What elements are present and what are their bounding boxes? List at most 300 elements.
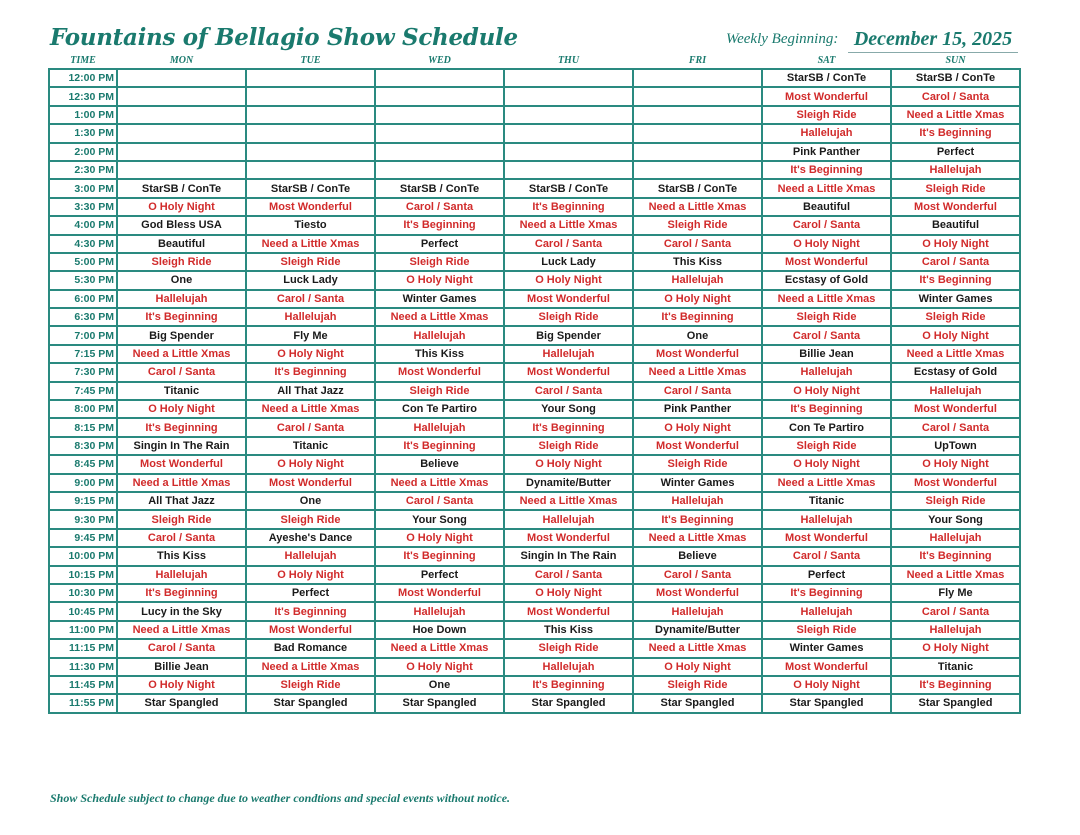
show-cell-wed: O Holy Night xyxy=(375,271,504,289)
show-cell-tue xyxy=(246,124,375,142)
time-cell: 4:00 PM xyxy=(49,216,117,234)
show-cell-tue: All That Jazz xyxy=(246,382,375,400)
show-cell-thu: Most Wonderful xyxy=(504,602,633,620)
show-cell-mon xyxy=(117,124,246,142)
show-cell-wed: It's Beginning xyxy=(375,437,504,455)
table-row xyxy=(49,106,1020,124)
show-cell-fri xyxy=(633,87,762,105)
time-cell: 8:30 PM xyxy=(49,437,117,455)
show-cell-mon: Star Spangled xyxy=(117,694,246,712)
time-cell: 10:15 PM xyxy=(49,566,117,584)
show-cell-fri: Need a Little Xmas xyxy=(633,529,762,547)
table-row xyxy=(49,474,1020,492)
show-cell-sun: Most Wonderful xyxy=(891,198,1020,216)
show-cell-mon: Big Spender xyxy=(117,326,246,344)
show-cell-fri: Most Wonderful xyxy=(633,437,762,455)
show-cell-sun: Carol / Santa xyxy=(891,253,1020,271)
show-cell-mon: Hallelujah xyxy=(117,290,246,308)
show-cell-mon: All That Jazz xyxy=(117,492,246,510)
show-cell-tue: StarSB / ConTe xyxy=(246,179,375,197)
show-cell-fri: Winter Games xyxy=(633,474,762,492)
weekly-beginning-date: December 15, 2025 xyxy=(848,28,1018,53)
show-cell-tue: Most Wonderful xyxy=(246,474,375,492)
show-cell-thu xyxy=(504,87,633,105)
show-cell-mon: It's Beginning xyxy=(117,584,246,602)
show-cell-tue xyxy=(246,106,375,124)
show-cell-mon: O Holy Night xyxy=(117,676,246,694)
column-header-mon: MON xyxy=(169,55,194,66)
time-cell: 7:00 PM xyxy=(49,326,117,344)
show-cell-wed xyxy=(375,69,504,87)
show-cell-mon: One xyxy=(117,271,246,289)
show-cell-mon: Need a Little Xmas xyxy=(117,345,246,363)
show-cell-wed: O Holy Night xyxy=(375,529,504,547)
table-row xyxy=(49,87,1020,105)
show-cell-thu xyxy=(504,106,633,124)
table-row xyxy=(49,161,1020,179)
show-cell-wed: It's Beginning xyxy=(375,216,504,234)
show-cell-sat: It's Beginning xyxy=(762,584,891,602)
time-cell: 5:00 PM xyxy=(49,253,117,271)
table-row xyxy=(49,69,1020,87)
show-cell-wed: Most Wonderful xyxy=(375,363,504,381)
show-cell-sun: Your Song xyxy=(891,510,1020,528)
show-cell-thu: Most Wonderful xyxy=(504,529,633,547)
show-cell-thu: It's Beginning xyxy=(504,418,633,436)
table-row xyxy=(49,658,1020,676)
show-cell-mon: God Bless USA xyxy=(117,216,246,234)
footer-note: Show Schedule subject to change due to weather condtions and special events without notice. xyxy=(50,791,511,805)
show-cell-fri: Sleigh Ride xyxy=(633,216,762,234)
show-cell-thu: It's Beginning xyxy=(504,198,633,216)
table-row xyxy=(49,382,1020,400)
time-cell: 11:55 PM xyxy=(49,694,117,712)
table-row xyxy=(49,271,1020,289)
show-cell-sun: Need a Little Xmas xyxy=(891,106,1020,124)
weekly-beginning-label: Weekly Beginning: xyxy=(726,31,839,47)
show-cell-wed: Sleigh Ride xyxy=(375,382,504,400)
show-cell-thu: Sleigh Ride xyxy=(504,437,633,455)
show-cell-mon: Beautiful xyxy=(117,235,246,253)
show-cell-sat: Most Wonderful xyxy=(762,87,891,105)
show-cell-thu: Luck Lady xyxy=(504,253,633,271)
show-cell-mon: Hallelujah xyxy=(117,566,246,584)
show-cell-wed: Your Song xyxy=(375,510,504,528)
column-header-sat: SAT xyxy=(817,55,836,66)
show-cell-sun: Need a Little Xmas xyxy=(891,566,1020,584)
time-cell: 7:15 PM xyxy=(49,345,117,363)
show-cell-sun: Ecstasy of Gold xyxy=(891,363,1020,381)
show-cell-sat: Hallelujah xyxy=(762,363,891,381)
show-cell-thu: Most Wonderful xyxy=(504,363,633,381)
show-cell-sat: Hallelujah xyxy=(762,510,891,528)
show-cell-wed: Need a Little Xmas xyxy=(375,308,504,326)
show-cell-tue: One xyxy=(246,492,375,510)
show-cell-tue: Tiesto xyxy=(246,216,375,234)
table-row xyxy=(49,694,1020,712)
show-cell-tue xyxy=(246,143,375,161)
show-cell-fri xyxy=(633,143,762,161)
time-cell: 5:30 PM xyxy=(49,271,117,289)
time-cell: 6:30 PM xyxy=(49,308,117,326)
show-cell-tue xyxy=(246,87,375,105)
table-row xyxy=(49,492,1020,510)
time-cell: 11:00 PM xyxy=(49,621,117,639)
time-cell: 3:00 PM xyxy=(49,179,117,197)
show-cell-mon xyxy=(117,143,246,161)
show-cell-mon: Carol / Santa xyxy=(117,529,246,547)
show-cell-sun: Sleigh Ride xyxy=(891,308,1020,326)
show-cell-thu xyxy=(504,124,633,142)
show-cell-tue: O Holy Night xyxy=(246,455,375,473)
show-cell-thu: Carol / Santa xyxy=(504,382,633,400)
show-cell-tue: Fly Me xyxy=(246,326,375,344)
show-cell-sat: Sleigh Ride xyxy=(762,106,891,124)
table-row xyxy=(49,290,1020,308)
show-cell-fri: Hallelujah xyxy=(633,602,762,620)
table-row xyxy=(49,124,1020,142)
time-cell: 8:00 PM xyxy=(49,400,117,418)
show-cell-wed: Perfect xyxy=(375,566,504,584)
show-cell-tue xyxy=(246,69,375,87)
show-cell-tue: Luck Lady xyxy=(246,271,375,289)
show-cell-sat: Carol / Santa xyxy=(762,547,891,565)
table-row xyxy=(49,437,1020,455)
show-cell-sun: Hallelujah xyxy=(891,529,1020,547)
show-cell-wed: O Holy Night xyxy=(375,658,504,676)
show-cell-wed: Con Te Partiro xyxy=(375,400,504,418)
show-cell-tue xyxy=(246,161,375,179)
show-cell-sun: Most Wonderful xyxy=(891,400,1020,418)
show-cell-tue: Bad Romance xyxy=(246,639,375,657)
show-cell-tue: Need a Little Xmas xyxy=(246,658,375,676)
show-cell-fri xyxy=(633,161,762,179)
time-cell: 2:00 PM xyxy=(49,143,117,161)
show-cell-sat: Need a Little Xmas xyxy=(762,179,891,197)
show-cell-fri: O Holy Night xyxy=(633,658,762,676)
show-cell-thu: O Holy Night xyxy=(504,271,633,289)
show-cell-sat: Star Spangled xyxy=(762,694,891,712)
show-cell-sat: Ecstasy of Gold xyxy=(762,271,891,289)
show-cell-wed xyxy=(375,161,504,179)
show-cell-sun: It's Beginning xyxy=(891,271,1020,289)
show-cell-fri: O Holy Night xyxy=(633,418,762,436)
show-cell-sat: Beautiful xyxy=(762,198,891,216)
time-cell: 8:45 PM xyxy=(49,455,117,473)
show-cell-sat: Most Wonderful xyxy=(762,529,891,547)
show-cell-sun: It's Beginning xyxy=(891,124,1020,142)
show-cell-sat: Need a Little Xmas xyxy=(762,474,891,492)
show-cell-mon: Need a Little Xmas xyxy=(117,474,246,492)
show-cell-mon: Need a Little Xmas xyxy=(117,621,246,639)
show-cell-fri: Need a Little Xmas xyxy=(633,363,762,381)
show-cell-sat: O Holy Night xyxy=(762,235,891,253)
time-cell: 11:30 PM xyxy=(49,658,117,676)
show-cell-tue: Ayeshe's Dance xyxy=(246,529,375,547)
show-cell-fri: Dynamite/Butter xyxy=(633,621,762,639)
show-cell-sat: O Holy Night xyxy=(762,382,891,400)
table-row xyxy=(49,455,1020,473)
table-row xyxy=(49,584,1020,602)
show-cell-tue: It's Beginning xyxy=(246,602,375,620)
show-cell-fri: One xyxy=(633,326,762,344)
time-cell: 10:45 PM xyxy=(49,602,117,620)
show-cell-sat: Most Wonderful xyxy=(762,253,891,271)
show-cell-mon xyxy=(117,106,246,124)
table-row xyxy=(49,602,1020,620)
show-cell-tue: Most Wonderful xyxy=(246,198,375,216)
show-cell-mon: Sleigh Ride xyxy=(117,510,246,528)
show-cell-tue: Most Wonderful xyxy=(246,621,375,639)
table-row xyxy=(49,510,1020,528)
show-cell-sun: Fly Me xyxy=(891,584,1020,602)
show-cell-tue: Titanic xyxy=(246,437,375,455)
show-cell-thu: Need a Little Xmas xyxy=(504,216,633,234)
show-cell-sat: Carol / Santa xyxy=(762,326,891,344)
show-cell-sat: Sleigh Ride xyxy=(762,308,891,326)
show-cell-wed: StarSB / ConTe xyxy=(375,179,504,197)
show-cell-sat: O Holy Night xyxy=(762,676,891,694)
show-cell-thu: Sleigh Ride xyxy=(504,639,633,657)
show-cell-wed: Star Spangled xyxy=(375,694,504,712)
show-cell-sun: Hallelujah xyxy=(891,161,1020,179)
show-cell-mon: StarSB / ConTe xyxy=(117,179,246,197)
show-schedule-table xyxy=(48,54,1021,714)
show-cell-thu: Dynamite/Butter xyxy=(504,474,633,492)
show-cell-sun: Carol / Santa xyxy=(891,87,1020,105)
time-cell: 9:30 PM xyxy=(49,510,117,528)
show-cell-thu: Your Song xyxy=(504,400,633,418)
show-cell-thu: Hallelujah xyxy=(504,510,633,528)
time-cell: 6:00 PM xyxy=(49,290,117,308)
show-cell-mon: Carol / Santa xyxy=(117,363,246,381)
show-cell-sat: Billie Jean xyxy=(762,345,891,363)
show-cell-sat: Titanic xyxy=(762,492,891,510)
show-cell-mon: It's Beginning xyxy=(117,308,246,326)
show-cell-fri: StarSB / ConTe xyxy=(633,179,762,197)
show-cell-fri: Most Wonderful xyxy=(633,584,762,602)
show-cell-mon: This Kiss xyxy=(117,547,246,565)
table-row xyxy=(49,235,1020,253)
show-cell-mon xyxy=(117,87,246,105)
show-cell-sun: Sleigh Ride xyxy=(891,179,1020,197)
show-cell-sun: Winter Games xyxy=(891,290,1020,308)
table-row xyxy=(49,198,1020,216)
show-cell-sat: Con Te Partiro xyxy=(762,418,891,436)
column-header-row xyxy=(49,54,1020,69)
table-row xyxy=(49,676,1020,694)
show-cell-sat: It's Beginning xyxy=(762,161,891,179)
time-cell: 11:15 PM xyxy=(49,639,117,657)
show-cell-mon: O Holy Night xyxy=(117,400,246,418)
show-cell-fri: Need a Little Xmas xyxy=(633,198,762,216)
column-header-fri: FRI xyxy=(688,55,707,66)
show-cell-fri: Most Wonderful xyxy=(633,345,762,363)
show-cell-sat: Need a Little Xmas xyxy=(762,290,891,308)
show-cell-wed: Hallelujah xyxy=(375,602,504,620)
show-cell-wed xyxy=(375,124,504,142)
show-cell-fri: Carol / Santa xyxy=(633,566,762,584)
show-cell-tue: Sleigh Ride xyxy=(246,676,375,694)
show-cell-fri: It's Beginning xyxy=(633,510,762,528)
show-cell-sat: It's Beginning xyxy=(762,400,891,418)
show-cell-sat: Carol / Santa xyxy=(762,216,891,234)
column-header-time: TIME xyxy=(70,55,96,66)
show-cell-sun: O Holy Night xyxy=(891,455,1020,473)
show-cell-sun: Beautiful xyxy=(891,216,1020,234)
show-cell-thu: O Holy Night xyxy=(504,455,633,473)
show-cell-mon: Billie Jean xyxy=(117,658,246,676)
show-cell-tue: O Holy Night xyxy=(246,566,375,584)
show-cell-sun: O Holy Night xyxy=(891,326,1020,344)
table-row xyxy=(49,179,1020,197)
show-cell-wed xyxy=(375,106,504,124)
show-cell-tue: Need a Little Xmas xyxy=(246,235,375,253)
show-cell-mon: O Holy Night xyxy=(117,198,246,216)
show-cell-wed: Hoe Down xyxy=(375,621,504,639)
time-cell: 10:00 PM xyxy=(49,547,117,565)
table-row xyxy=(49,143,1020,161)
show-cell-sun: Carol / Santa xyxy=(891,418,1020,436)
table-row xyxy=(49,253,1020,271)
show-cell-wed: Most Wonderful xyxy=(375,584,504,602)
show-cell-wed: Perfect xyxy=(375,235,504,253)
column-header-sun: SUN xyxy=(945,55,966,66)
show-cell-thu: Star Spangled xyxy=(504,694,633,712)
show-cell-fri: Believe xyxy=(633,547,762,565)
show-cell-wed: Winter Games xyxy=(375,290,504,308)
table-row xyxy=(49,639,1020,657)
show-cell-fri: Hallelujah xyxy=(633,492,762,510)
show-cell-sat: StarSB / ConTe xyxy=(762,69,891,87)
show-cell-fri: It's Beginning xyxy=(633,308,762,326)
time-cell: 2:30 PM xyxy=(49,161,117,179)
show-cell-thu: It's Beginning xyxy=(504,676,633,694)
show-cell-sun: Need a Little Xmas xyxy=(891,345,1020,363)
table-row xyxy=(49,566,1020,584)
show-cell-fri xyxy=(633,124,762,142)
show-cell-sun: O Holy Night xyxy=(891,639,1020,657)
show-cell-thu: Carol / Santa xyxy=(504,235,633,253)
show-cell-mon xyxy=(117,69,246,87)
show-cell-thu: This Kiss xyxy=(504,621,633,639)
time-cell: 10:30 PM xyxy=(49,584,117,602)
show-cell-mon: Carol / Santa xyxy=(117,639,246,657)
time-cell: 9:15 PM xyxy=(49,492,117,510)
show-cell-sat: Pink Panther xyxy=(762,143,891,161)
time-cell: 7:30 PM xyxy=(49,363,117,381)
time-cell: 3:30 PM xyxy=(49,198,117,216)
show-cell-thu: O Holy Night xyxy=(504,584,633,602)
show-cell-sun: Most Wonderful xyxy=(891,474,1020,492)
show-cell-fri: Carol / Santa xyxy=(633,235,762,253)
show-cell-thu: Sleigh Ride xyxy=(504,308,633,326)
show-cell-sun: Star Spangled xyxy=(891,694,1020,712)
table-row xyxy=(49,326,1020,344)
show-cell-wed: Carol / Santa xyxy=(375,198,504,216)
show-cell-tue: Star Spangled xyxy=(246,694,375,712)
show-cell-sun: Hallelujah xyxy=(891,621,1020,639)
page-title: Fountains of Bellagio Show Schedule xyxy=(50,24,518,51)
time-cell: 11:45 PM xyxy=(49,676,117,694)
column-header-tue: TUE xyxy=(300,55,321,66)
show-cell-tue: O Holy Night xyxy=(246,345,375,363)
column-header-wed: WED xyxy=(428,55,451,66)
show-cell-thu xyxy=(504,143,633,161)
show-cell-mon: Lucy in the Sky xyxy=(117,602,246,620)
schedule-body xyxy=(49,69,1020,713)
show-cell-mon: Most Wonderful xyxy=(117,455,246,473)
show-cell-tue: Hallelujah xyxy=(246,308,375,326)
show-cell-fri: Carol / Santa xyxy=(633,382,762,400)
time-cell: 4:30 PM xyxy=(49,235,117,253)
show-cell-sat: O Holy Night xyxy=(762,455,891,473)
show-cell-tue: Need a Little Xmas xyxy=(246,400,375,418)
time-cell: 9:45 PM xyxy=(49,529,117,547)
time-cell: 12:00 PM xyxy=(49,69,117,87)
show-cell-thu: Big Spender xyxy=(504,326,633,344)
show-cell-sun: O Holy Night xyxy=(891,235,1020,253)
show-cell-tue: Carol / Santa xyxy=(246,290,375,308)
show-cell-wed xyxy=(375,87,504,105)
show-cell-sun: It's Beginning xyxy=(891,676,1020,694)
show-cell-thu xyxy=(504,161,633,179)
show-cell-tue: Sleigh Ride xyxy=(246,510,375,528)
show-cell-sun: It's Beginning xyxy=(891,547,1020,565)
time-cell: 1:30 PM xyxy=(49,124,117,142)
show-cell-thu: Hallelujah xyxy=(504,658,633,676)
show-cell-wed: Need a Little Xmas xyxy=(375,474,504,492)
show-cell-wed: Need a Little Xmas xyxy=(375,639,504,657)
show-cell-sat: Most Wonderful xyxy=(762,658,891,676)
show-cell-sun: UpTown xyxy=(891,437,1020,455)
table-row xyxy=(49,621,1020,639)
show-cell-wed: Hallelujah xyxy=(375,326,504,344)
show-cell-wed: Believe xyxy=(375,455,504,473)
show-cell-fri: Sleigh Ride xyxy=(633,455,762,473)
table-row xyxy=(49,418,1020,436)
show-cell-tue: It's Beginning xyxy=(246,363,375,381)
table-row xyxy=(49,400,1020,418)
show-cell-wed: It's Beginning xyxy=(375,547,504,565)
show-cell-tue: Sleigh Ride xyxy=(246,253,375,271)
show-cell-mon: Titanic xyxy=(117,382,246,400)
show-cell-thu: StarSB / ConTe xyxy=(504,179,633,197)
show-cell-mon xyxy=(117,161,246,179)
show-cell-wed: Sleigh Ride xyxy=(375,253,504,271)
time-cell: 9:00 PM xyxy=(49,474,117,492)
show-cell-wed: Hallelujah xyxy=(375,418,504,436)
table-row xyxy=(49,216,1020,234)
show-cell-sun: Carol / Santa xyxy=(891,602,1020,620)
show-cell-thu: Most Wonderful xyxy=(504,290,633,308)
show-cell-sun: StarSB / ConTe xyxy=(891,69,1020,87)
show-cell-mon: It's Beginning xyxy=(117,418,246,436)
table-row xyxy=(49,345,1020,363)
show-cell-fri xyxy=(633,106,762,124)
show-cell-thu: Hallelujah xyxy=(504,345,633,363)
show-cell-fri: Need a Little Xmas xyxy=(633,639,762,657)
show-cell-fri: Star Spangled xyxy=(633,694,762,712)
show-cell-sat: Sleigh Ride xyxy=(762,437,891,455)
show-cell-wed: This Kiss xyxy=(375,345,504,363)
table-row xyxy=(49,363,1020,381)
table-row xyxy=(49,308,1020,326)
table-row xyxy=(49,529,1020,547)
show-cell-fri: Hallelujah xyxy=(633,271,762,289)
show-cell-sat: Perfect xyxy=(762,566,891,584)
show-cell-mon: Sleigh Ride xyxy=(117,253,246,271)
